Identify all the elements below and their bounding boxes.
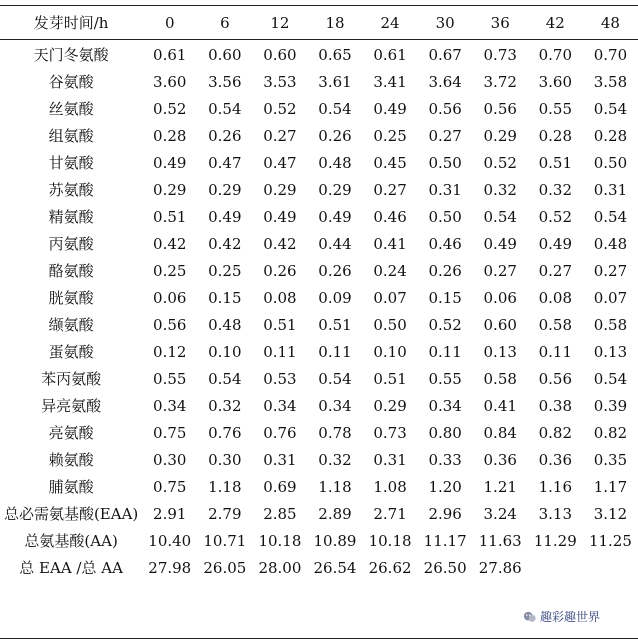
- table-cell: 0.46: [428, 234, 462, 253]
- table-row: [0, 149, 638, 176]
- table-cell: 0.69: [263, 477, 297, 496]
- table-cell: 0.76: [208, 423, 242, 442]
- table-cell: 0.73: [373, 423, 407, 442]
- table-cell: 2.85: [263, 504, 297, 523]
- table-cell: 0.27: [483, 261, 517, 280]
- table-row: [0, 392, 638, 419]
- table-cell: 0.60: [483, 315, 517, 334]
- table-cell: 3.12: [593, 504, 628, 523]
- row-label: 甘氨酸: [48, 154, 94, 172]
- table-cell: [528, 554, 583, 581]
- table-cell: 0.51: [318, 315, 352, 334]
- table-cell: 0.26: [318, 126, 352, 145]
- table-cell: 3.13: [538, 504, 572, 523]
- table-cell: 0.09: [318, 288, 352, 307]
- table-cell: 0.31: [263, 450, 297, 469]
- table-cell: 1.20: [428, 477, 462, 496]
- table-row: [0, 500, 638, 527]
- table-row: [0, 311, 638, 338]
- table-cell: 0.29: [153, 180, 187, 199]
- table-cell: 0.80: [428, 423, 462, 442]
- table-cell: 0.25: [153, 261, 187, 280]
- table-cell: 0.32: [318, 450, 352, 469]
- table-cell: 11.63: [478, 531, 522, 550]
- table-cell: 0.76: [263, 423, 297, 442]
- table-cell: 0.56: [428, 99, 462, 118]
- row-label: 蛋氨酸: [48, 343, 94, 361]
- table-cell: 0.52: [428, 315, 462, 334]
- table-cell: 0.26: [428, 261, 462, 280]
- table-cell: 0.29: [208, 180, 242, 199]
- table-cell: 0.47: [208, 153, 242, 172]
- table-cell: 0.53: [263, 369, 297, 388]
- bottom-rule: [0, 638, 638, 639]
- header-col-8: 48: [600, 13, 620, 32]
- header-col-2: 12: [270, 13, 290, 32]
- table-cell: 0.12: [153, 342, 187, 361]
- table-cell: 0.58: [593, 315, 628, 334]
- table-cell: 0.15: [208, 288, 242, 307]
- header-col-0: 0: [164, 13, 175, 32]
- table-row: [0, 554, 638, 581]
- table-cell: 0.49: [318, 207, 352, 226]
- table-cell: 0.06: [153, 288, 187, 307]
- row-label: 谷氨酸: [48, 73, 94, 91]
- table-cell: 0.44: [318, 234, 352, 253]
- table-cell: 0.38: [538, 396, 572, 415]
- table-cell: 0.54: [208, 369, 242, 388]
- table-cell: 3.64: [428, 72, 462, 91]
- table-cell: 3.60: [153, 72, 187, 91]
- table-cell: 0.27: [593, 261, 628, 280]
- wechat-icon: [523, 610, 537, 624]
- row-label: 丙氨酸: [48, 235, 94, 253]
- table-cell: 0.52: [483, 153, 517, 172]
- table-row: [0, 203, 638, 230]
- table-cell: 0.73: [483, 45, 517, 64]
- table-row: [0, 257, 638, 284]
- header-col-4: 24: [380, 13, 400, 32]
- table-cell: 0.52: [263, 99, 297, 118]
- table-cell: 1.16: [538, 477, 572, 496]
- table-cell: 3.61: [318, 72, 352, 91]
- row-label: 精氨酸: [48, 208, 94, 226]
- header-row: [0, 6, 638, 39]
- table-cell: 0.51: [373, 369, 407, 388]
- table-cell: 0.31: [593, 180, 628, 199]
- table-cell: 0.13: [483, 342, 517, 361]
- table-cell: 0.52: [538, 207, 572, 226]
- table-cell: 0.29: [483, 126, 517, 145]
- table-cell: 0.49: [263, 207, 297, 226]
- table-cell: 0.41: [373, 234, 407, 253]
- table-cell: 0.48: [593, 234, 628, 253]
- table-cell: 0.25: [208, 261, 242, 280]
- table-cell: 2.89: [318, 504, 352, 523]
- table-cell: 0.13: [593, 342, 628, 361]
- table-cell: 0.54: [318, 369, 352, 388]
- row-label: 脯氨酸: [48, 478, 94, 496]
- table-cell: 0.29: [318, 180, 352, 199]
- table-cell: 11.25: [588, 531, 632, 550]
- table-cell: 27.86: [478, 558, 522, 577]
- table-cell: 10.89: [313, 531, 357, 550]
- table-cell: 0.34: [318, 396, 352, 415]
- table-cell: 0.58: [538, 315, 572, 334]
- table-cell: 0.28: [593, 126, 628, 145]
- table-body: [0, 39, 638, 581]
- table-cell: 0.54: [483, 207, 517, 226]
- table-cell: 0.34: [428, 396, 462, 415]
- row-label: 天门冬氨酸: [33, 46, 109, 64]
- table-cell: 0.48: [208, 315, 242, 334]
- table-cell: 0.42: [263, 234, 297, 253]
- table-cell: 0.27: [373, 180, 407, 199]
- header-col-3: 18: [325, 13, 345, 32]
- table-cell: 0.61: [153, 45, 187, 64]
- table-cell: 1.18: [318, 477, 352, 496]
- table-row: [0, 527, 638, 554]
- table-cell: 0.49: [208, 207, 242, 226]
- table-cell: 0.07: [593, 288, 628, 307]
- table-cell: 0.50: [428, 207, 462, 226]
- table-cell: 1.21: [483, 477, 517, 496]
- table-cell: 0.82: [538, 423, 572, 442]
- table-row: [0, 39, 638, 68]
- table-cell: 0.08: [538, 288, 572, 307]
- table-row: [0, 446, 638, 473]
- row-label: 组氨酸: [48, 127, 94, 145]
- table-cell: 0.49: [483, 234, 517, 253]
- table-cell: 2.91: [153, 504, 187, 523]
- row-label: 苯丙氨酸: [41, 370, 102, 388]
- row-label: 总 EAA /总 AA: [19, 559, 123, 577]
- row-label: 亮氨酸: [48, 424, 94, 442]
- table-cell: 0.70: [593, 45, 628, 64]
- table-cell: 0.56: [483, 99, 517, 118]
- table-cell: 0.39: [593, 396, 628, 415]
- table-cell: 0.11: [263, 342, 297, 361]
- table-cell: 0.55: [428, 369, 462, 388]
- table-cell: 3.53: [263, 72, 297, 91]
- table-cell: 26.05: [203, 558, 247, 577]
- table-cell: 3.58: [593, 72, 628, 91]
- header-label: 发芽时间/h: [33, 14, 109, 32]
- table-cell: 11.29: [533, 531, 577, 550]
- table-cell: 0.33: [428, 450, 462, 469]
- table-cell: 0.50: [428, 153, 462, 172]
- table-cell: 26.50: [423, 558, 467, 577]
- row-label: 苏氨酸: [48, 181, 94, 199]
- table-cell: 0.55: [538, 99, 572, 118]
- table-cell: 0.56: [153, 315, 187, 334]
- table-cell: 0.41: [483, 396, 517, 415]
- table-cell: 10.18: [368, 531, 412, 550]
- table-cell: 26.54: [313, 558, 357, 577]
- table-cell: 0.42: [153, 234, 187, 253]
- row-label: 赖氨酸: [48, 451, 94, 469]
- table-cell: 0.32: [483, 180, 517, 199]
- table-cell: 0.26: [318, 261, 352, 280]
- header-col-6: 36: [490, 13, 510, 32]
- table-cell: 3.60: [538, 72, 572, 91]
- table-cell: 0.29: [263, 180, 297, 199]
- table-cell: 3.56: [208, 72, 242, 91]
- table-row: [0, 365, 638, 392]
- table-cell: 0.60: [263, 45, 297, 64]
- table-cell: [583, 554, 638, 581]
- table-cell: 0.46: [373, 207, 407, 226]
- table-cell: 0.78: [318, 423, 352, 442]
- table-cell: 27.98: [148, 558, 192, 577]
- table-row: [0, 95, 638, 122]
- table-cell: 0.11: [318, 342, 352, 361]
- table-cell: 0.25: [373, 126, 407, 145]
- table-cell: 0.45: [373, 153, 407, 172]
- table-cell: 0.11: [538, 342, 572, 361]
- table-cell: 26.62: [368, 558, 412, 577]
- table-cell: 3.41: [373, 72, 407, 91]
- table-cell: 0.24: [373, 261, 407, 280]
- table-row: [0, 338, 638, 365]
- table-cell: 0.51: [153, 207, 187, 226]
- table-cell: 0.34: [153, 396, 187, 415]
- table-cell: 0.07: [373, 288, 407, 307]
- table-cell: 0.56: [538, 369, 572, 388]
- row-label: 异亮氨酸: [41, 397, 102, 415]
- table-cell: 0.49: [153, 153, 187, 172]
- amino-acid-table: [0, 6, 638, 581]
- table-cell: 0.28: [153, 126, 187, 145]
- table-cell: 0.31: [428, 180, 462, 199]
- row-label: 总氨基酸(AA): [24, 532, 118, 550]
- table-cell: 1.08: [373, 477, 407, 496]
- table-cell: 0.67: [428, 45, 462, 64]
- table-cell: 0.10: [373, 342, 407, 361]
- watermark: [520, 607, 603, 626]
- table-cell: 0.61: [373, 45, 407, 64]
- table-cell: 0.27: [263, 126, 297, 145]
- table-cell: 0.30: [153, 450, 187, 469]
- table-cell: 1.18: [208, 477, 242, 496]
- table-cell: 0.26: [208, 126, 242, 145]
- table-cell: 0.36: [483, 450, 517, 469]
- table-cell: 0.34: [263, 396, 297, 415]
- table-cell: 0.06: [483, 288, 517, 307]
- table-cell: 10.18: [258, 531, 302, 550]
- table-cell: 0.49: [373, 99, 407, 118]
- table-cell: 0.49: [538, 234, 572, 253]
- table-cell: 0.42: [208, 234, 242, 253]
- table-cell: 0.65: [318, 45, 352, 64]
- table-cell: 2.96: [428, 504, 462, 523]
- table-cell: 0.29: [373, 396, 407, 415]
- table-cell: 0.15: [428, 288, 462, 307]
- table-cell: 0.52: [153, 99, 187, 118]
- row-label: 缬氨酸: [48, 316, 94, 334]
- table-cell: 0.58: [483, 369, 517, 388]
- table-cell: 2.71: [373, 504, 407, 523]
- table-cell: 0.70: [538, 45, 572, 64]
- table-cell: 0.26: [263, 261, 297, 280]
- table-cell: 0.51: [263, 315, 297, 334]
- table-cell: 10.40: [148, 531, 192, 550]
- table-cell: 0.32: [208, 396, 242, 415]
- table-cell: 0.27: [428, 126, 462, 145]
- table-cell: 0.50: [593, 153, 628, 172]
- table-cell: 0.84: [483, 423, 517, 442]
- table-cell: 0.10: [208, 342, 242, 361]
- table-cell: 0.50: [373, 315, 407, 334]
- table-row: [0, 473, 638, 500]
- row-label: 总必需氨基酸(EAA): [3, 505, 139, 523]
- table-cell: 0.28: [538, 126, 572, 145]
- table-cell: 10.71: [203, 531, 247, 550]
- table-row: [0, 419, 638, 446]
- table-cell: 3.72: [483, 72, 517, 91]
- table-cell: 0.54: [593, 99, 628, 118]
- table-row: [0, 68, 638, 95]
- table-cell: 2.79: [208, 504, 242, 523]
- table-cell: 0.35: [593, 450, 628, 469]
- table-cell: 0.75: [153, 477, 187, 496]
- table-cell: 0.47: [263, 153, 297, 172]
- table-cell: 1.17: [593, 477, 628, 496]
- table-row: [0, 122, 638, 149]
- header-col-1: 6: [220, 13, 230, 32]
- table-cell: 0.36: [538, 450, 572, 469]
- table-cell: 0.54: [593, 207, 628, 226]
- watermark-text: 趣彩趣世界: [540, 610, 601, 624]
- table-cell: 0.75: [153, 423, 187, 442]
- table-cell: 28.00: [258, 558, 302, 577]
- table-cell: 0.54: [318, 99, 352, 118]
- table-cell: 11.17: [423, 531, 467, 550]
- header-col-5: 30: [435, 13, 455, 32]
- table-cell: 0.60: [208, 45, 242, 64]
- table-row: [0, 176, 638, 203]
- header-col-7: 42: [545, 13, 565, 32]
- table-cell: 0.82: [593, 423, 628, 442]
- table-cell: 0.51: [538, 153, 572, 172]
- table-cell: 0.48: [318, 153, 352, 172]
- table-cell: 0.31: [373, 450, 407, 469]
- table-row: [0, 284, 638, 311]
- table-row: [0, 230, 638, 257]
- table-cell: 0.54: [593, 369, 628, 388]
- table-cell: 0.32: [538, 180, 572, 199]
- table-cell: 3.24: [483, 504, 517, 523]
- row-label: 胱氨酸: [48, 289, 94, 307]
- row-label: 丝氨酸: [48, 100, 94, 118]
- table-cell: 0.30: [208, 450, 242, 469]
- table-cell: 0.55: [153, 369, 187, 388]
- table-cell: 0.27: [538, 261, 572, 280]
- table-cell: 0.08: [263, 288, 297, 307]
- table-cell: 0.11: [428, 342, 462, 361]
- table-cell: 0.54: [208, 99, 242, 118]
- row-label: 酪氨酸: [48, 262, 94, 280]
